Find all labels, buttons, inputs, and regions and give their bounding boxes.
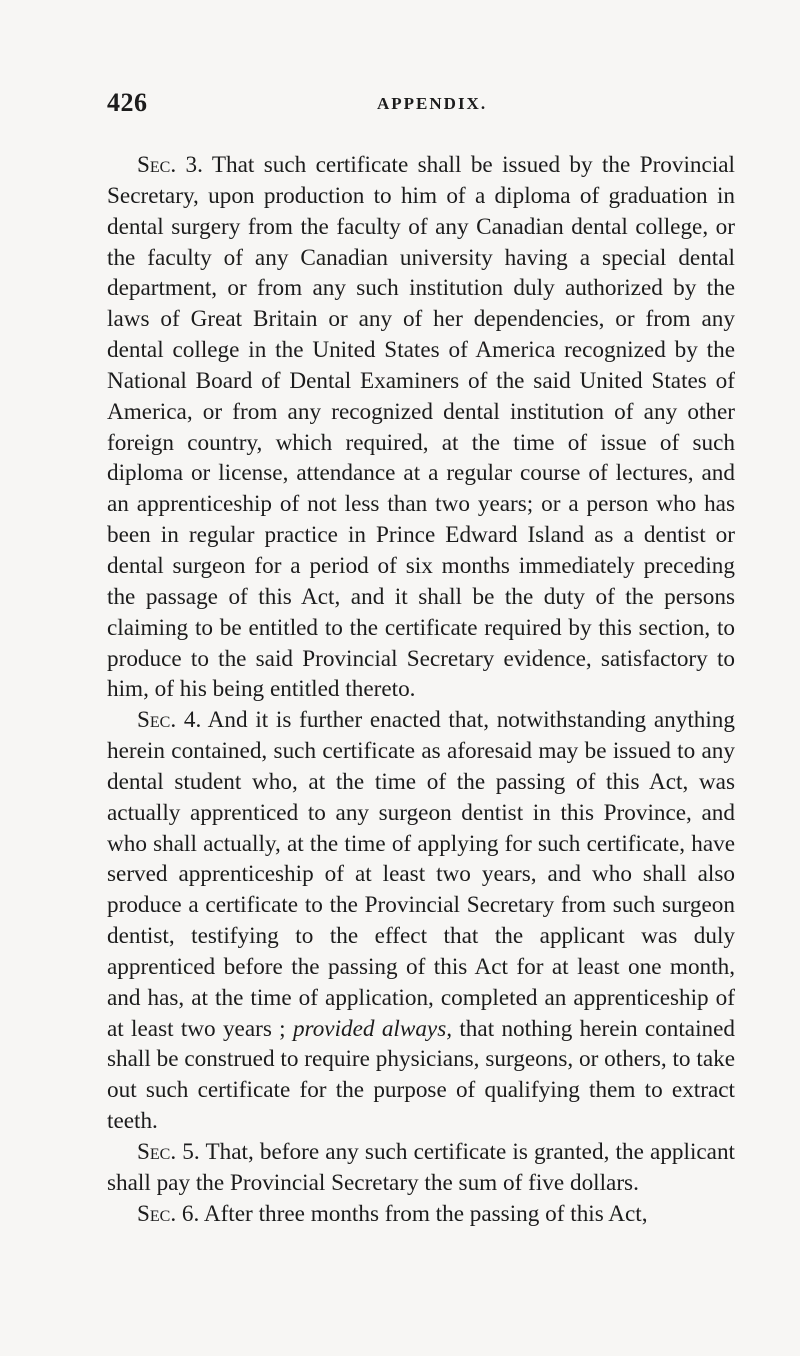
section-text: After three months from the passing of this Act,: [199, 1200, 648, 1227]
section-label: Sec. 5.: [137, 1139, 200, 1165]
page-number: 426: [107, 88, 148, 117]
section-text: That, before any such certificate is granted, the applicant shall pay the Provincial Secretary the sum of five dollars.: [107, 1139, 736, 1196]
body-text: [107, 150, 735, 1230]
section-5-paragraph: [107, 1137, 735, 1199]
italic-phrase: provided always,: [292, 1015, 453, 1042]
running-head: [107, 88, 737, 128]
section-text: That such certificate shall be issued by the Provincial Secretary, upon production to him of a diploma of graduation in dental surgery from the faculty of any Canadian dental college, or the faculty of any Canadian university having a special dental department, or from any such institution duly authorized by the laws of Great Britain or any of her dependencies, or from any dental college in the United States of America recognized by the National Board of Dental Examiners of the said United States of America, or from any recognized dental institution of any other foreign country, which required, at the time of issue of such diploma or license, attendance at a regular course of lectures, and an apprenticeship of not less than two years; or a person who has been in regular practice in Prince Edward Island as a dentist or dental surgeon for a period of six months immediately preceding the passage of this Act, and it shall be the duty of the persons claiming to be entitled to the certificate required by this section, to produce to the said Provincial Secretary evidence, satisfactory to him, of his being entitled thereto.: [107, 152, 735, 703]
section-label: Sec. 6.: [137, 1200, 200, 1227]
section-6-paragraph: [107, 1199, 735, 1230]
running-title: APPENDIX.: [377, 94, 488, 113]
section-3-paragraph: [107, 150, 735, 705]
section-text-continued: that nothing herein contained shall be construed to require physicians, surgeons, or others, to take out such certificate for the purpose of qualifying them to extract teeth.: [107, 1015, 735, 1135]
section-4-paragraph: [107, 705, 735, 1137]
section-label: Sec. 4.: [137, 707, 202, 734]
section-text: And it is further enacted that, notwithstanding anything herein contained, such certificate as aforesaid may be issued to any dental student who, at the time of the passing of this Act, was actually apprenticed to any surgeon dentist in this Province, and who shall actually, at the time of applying for such certificate, have served apprenticeship of at least two years, and who shall also produce a certificate to the Provincial Secretary from such surgeon dentist, testifying to the effect that the applicant was duly apprenticed before the passing of this Act for at least one month, and has, at the time of application, completed an apprenticeship of at least two years ;: [107, 707, 735, 1042]
section-label: Sec. 3.: [137, 152, 203, 178]
